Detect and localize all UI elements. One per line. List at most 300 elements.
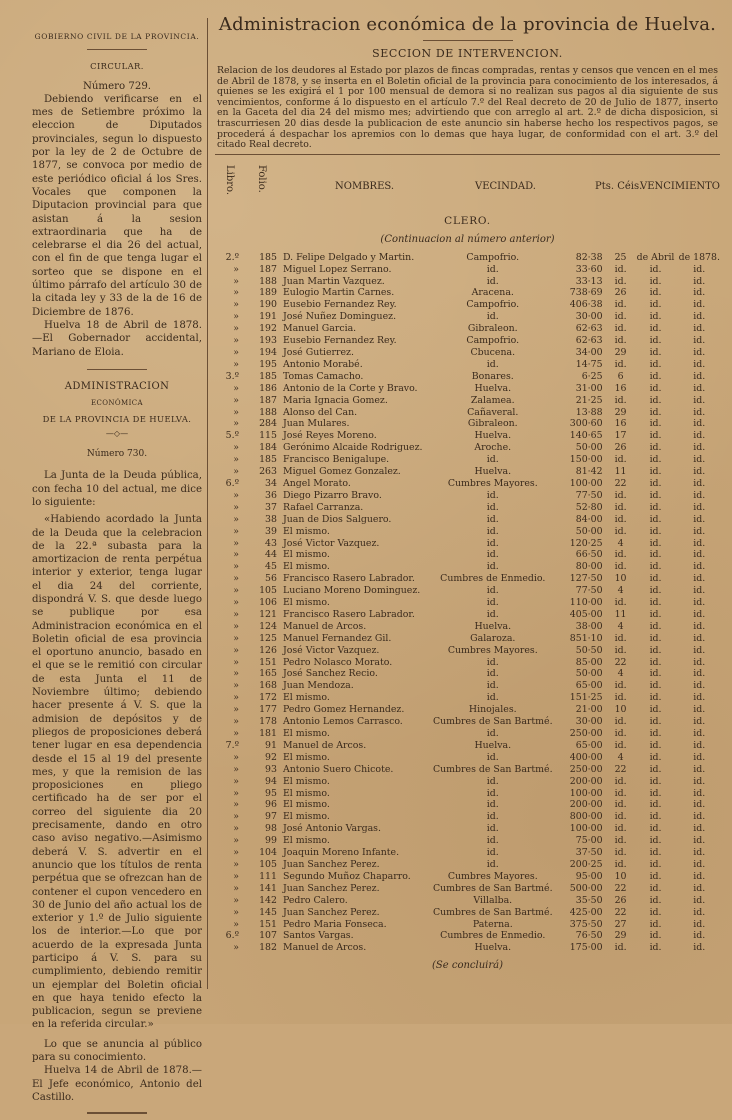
- cell-vecindad: id.: [486, 656, 499, 668]
- cell-amount: 95·00: [575, 870, 603, 882]
- cell-day: id.: [614, 787, 627, 799]
- cell-libro: »: [233, 537, 239, 549]
- cell-amount: 52·80: [575, 501, 603, 513]
- cell-folio: 38: [265, 513, 277, 525]
- cell-month: id.: [649, 311, 662, 323]
- cell-day: 10: [614, 704, 627, 716]
- title-rule: [423, 40, 513, 41]
- col-nombres: NOMBRES.: [335, 180, 395, 192]
- cell-year: id.: [693, 418, 706, 430]
- cell-libro: »: [233, 299, 239, 311]
- cell-month: id.: [649, 644, 662, 656]
- cell-amount: 6·25: [581, 370, 603, 382]
- cell-folio: 187: [259, 263, 277, 275]
- cell-libro: »: [233, 692, 239, 704]
- cell-vecindad: Campofrio.: [466, 335, 520, 347]
- cell-year: id.: [693, 323, 706, 335]
- cell-folio: 126: [259, 644, 277, 656]
- cell-day: 16: [614, 418, 627, 430]
- col-libro: Libro.: [224, 164, 235, 195]
- cell-year: id.: [693, 358, 706, 370]
- cell-year: id.: [693, 442, 706, 454]
- cell-month: id.: [649, 704, 662, 716]
- cell-month: id.: [649, 847, 662, 859]
- cell-year: id.: [693, 406, 706, 418]
- cell-folio: 121: [259, 608, 277, 620]
- cell-year: id.: [693, 394, 706, 406]
- cell-month: id.: [649, 751, 662, 763]
- junta-signature: Huelva 14 de Abril de 1878.— El Jefe económico, Antonio del Castillo.: [32, 1065, 202, 1103]
- cell-day: 4: [617, 620, 624, 632]
- number-729: Número 729.: [82, 80, 152, 92]
- cell-name: Manuel Garcia.: [282, 323, 357, 335]
- cell-day: id.: [614, 692, 627, 704]
- cell-libro: »: [233, 525, 239, 537]
- table-row: [215, 645, 720, 657]
- cell-name: Segundo Muñoz Chaparro.: [282, 870, 411, 882]
- table-row: [215, 823, 720, 835]
- table-row: [215, 847, 720, 859]
- cell-amount: 140·65: [569, 430, 603, 442]
- cell-day: id.: [614, 942, 627, 954]
- cell-name: Eusebio Fernandez Rey.: [282, 299, 397, 311]
- cell-vecindad: id.: [486, 537, 499, 549]
- cell-year: id.: [693, 668, 706, 680]
- cell-amount: 738·69: [569, 287, 603, 299]
- cell-amount: 30·00: [575, 311, 603, 323]
- cell-month: id.: [649, 418, 662, 430]
- cell-libro: »: [233, 513, 239, 525]
- cell-libro: »: [233, 823, 239, 835]
- cell-day: 6: [617, 370, 624, 382]
- cell-day: 4: [617, 668, 624, 680]
- cell-vecindad: Huelva.: [474, 430, 512, 442]
- cell-day: 29: [614, 406, 627, 418]
- cell-amount: 77·50: [575, 489, 603, 501]
- table-row: [215, 799, 720, 811]
- cell-year: id.: [693, 775, 706, 787]
- cell-month: id.: [649, 716, 662, 728]
- cell-vecindad: Campofrio.: [466, 251, 520, 263]
- cell-vecindad: Villalba.: [473, 894, 513, 906]
- cell-folio: 192: [259, 323, 277, 335]
- cell-vecindad: id.: [486, 513, 499, 525]
- cell-vecindad: id.: [486, 501, 499, 513]
- cell-vecindad: id.: [486, 561, 499, 573]
- col-vencimiento: VENCIMIENTO: [640, 180, 720, 192]
- cell-day: id.: [614, 728, 627, 739]
- cell-year: id.: [693, 275, 706, 287]
- cell-amount: 65·00: [575, 739, 603, 751]
- cell-month: id.: [649, 656, 662, 668]
- table-row: [215, 811, 720, 823]
- cell-libro: »: [233, 728, 239, 739]
- cell-folio: 39: [265, 525, 277, 537]
- cell-day: id.: [614, 835, 627, 847]
- cell-vecindad: id.: [486, 811, 499, 823]
- cell-month: id.: [649, 728, 662, 739]
- cell-vecindad: id.: [486, 525, 499, 537]
- cell-folio: 91: [265, 739, 277, 751]
- cell-vecindad: id.: [486, 275, 499, 287]
- cell-year: id.: [693, 692, 706, 704]
- table-header: [215, 161, 720, 213]
- cell-month: id.: [649, 870, 662, 882]
- cell-day: id.: [614, 799, 627, 811]
- cell-folio: 37: [265, 501, 277, 513]
- table-row: [215, 514, 720, 526]
- cell-libro: »: [233, 418, 239, 430]
- cell-name: Juan Sanchez Perez.: [282, 858, 380, 870]
- cell-folio: 105: [259, 585, 277, 597]
- cell-libro: »: [233, 799, 239, 811]
- cell-day: 27: [614, 918, 627, 930]
- cell-libro: »: [233, 918, 239, 930]
- cell-amount: 406·38: [569, 299, 603, 311]
- cell-year: id.: [693, 918, 706, 930]
- cell-folio: 43: [265, 537, 277, 549]
- cell-libro: »: [233, 787, 239, 799]
- cell-amount: 150·00: [569, 454, 603, 466]
- cell-libro: »: [233, 894, 239, 906]
- cell-month: id.: [649, 775, 662, 787]
- table-row: [215, 287, 720, 299]
- cell-amount: 800·00: [569, 811, 603, 823]
- cell-month: id.: [649, 549, 662, 561]
- cell-month: id.: [649, 585, 662, 597]
- cell-day: 10: [614, 573, 627, 585]
- cell-libro: »: [233, 811, 239, 823]
- cell-month: id.: [649, 692, 662, 704]
- cell-amount: 120·25: [569, 537, 603, 549]
- table-row: [215, 728, 720, 740]
- cell-year: id.: [693, 466, 706, 478]
- cell-vecindad: Cumbres Mayores.: [447, 477, 538, 489]
- cell-amount: 33·60: [575, 263, 603, 275]
- table-row: [215, 883, 720, 895]
- cell-year: id.: [693, 501, 706, 513]
- cell-vecindad: id.: [486, 549, 499, 561]
- cell-name: José Victor Vazquez.: [282, 537, 380, 549]
- cell-folio: 188: [259, 406, 277, 418]
- cell-vecindad: id.: [486, 823, 499, 835]
- cell-month: id.: [649, 561, 662, 573]
- cell-vecindad: id.: [486, 608, 499, 620]
- cell-libro: »: [233, 311, 239, 323]
- cell-day: 22: [614, 882, 627, 894]
- cell-vecindad: id.: [486, 692, 499, 704]
- cell-vecindad: id.: [486, 358, 499, 370]
- cell-amount: 80·00: [575, 561, 603, 573]
- cell-name: Juan Martin Vazquez.: [282, 275, 385, 287]
- table-row: [215, 478, 720, 490]
- cell-vecindad: Cumbres de San Bartmé.: [432, 763, 553, 775]
- cell-month: id.: [649, 263, 662, 275]
- cell-vecindad: id.: [486, 668, 499, 680]
- cell-month: id.: [649, 573, 662, 585]
- cell-amount: 76·50: [575, 930, 603, 942]
- cell-folio: 34: [265, 477, 277, 489]
- cell-folio: 172: [259, 692, 277, 704]
- cell-name: Juan Sanchez Perez.: [282, 882, 380, 894]
- cell-vecindad: id.: [486, 847, 499, 859]
- cell-name: Santos Vargas.: [282, 930, 354, 942]
- cell-libro: »: [233, 585, 239, 597]
- cell-day: 22: [614, 763, 627, 775]
- cell-name: Maria Ignacia Gomez.: [282, 394, 388, 406]
- cell-libro: »: [233, 763, 239, 775]
- cell-day: id.: [614, 525, 627, 537]
- cell-amount: 300·60: [569, 418, 603, 430]
- cell-folio: 284: [259, 418, 277, 430]
- cell-month: id.: [649, 930, 662, 942]
- cell-amount: 62·63: [575, 323, 603, 335]
- cell-year: id.: [693, 704, 706, 716]
- cell-libro: 6.º: [225, 930, 239, 942]
- cell-year: id.: [693, 739, 706, 751]
- cell-libro: »: [233, 489, 239, 501]
- table-row: [215, 633, 720, 645]
- cell-year: id.: [693, 799, 706, 811]
- cell-name: Miguel Gomez Gonzalez.: [282, 466, 401, 478]
- cell-libro: »: [233, 716, 239, 728]
- cell-month: id.: [649, 275, 662, 287]
- cell-name: José Nuñez Dominguez.: [282, 311, 397, 323]
- cell-day: 22: [614, 906, 627, 918]
- cell-folio: 141: [259, 882, 277, 894]
- cell-year: id.: [693, 513, 706, 525]
- cell-day: id.: [614, 549, 627, 561]
- cell-name: El mismo.: [282, 597, 330, 609]
- circular-label: CIRCULAR.: [90, 61, 144, 72]
- cell-day: 4: [617, 537, 624, 549]
- cell-folio: 36: [265, 489, 277, 501]
- cell-libro: »: [233, 656, 239, 668]
- cell-day: 4: [617, 751, 624, 763]
- cell-folio: 168: [259, 680, 277, 692]
- cell-libro: »: [233, 323, 239, 335]
- table-row: [215, 740, 720, 752]
- cell-folio: 191: [259, 311, 277, 323]
- cell-amount: 75·00: [575, 835, 603, 847]
- public-notice: Lo que se anuncia al público para su conocimiento.: [32, 1038, 202, 1064]
- cell-month: id.: [649, 477, 662, 489]
- table-row: [215, 407, 720, 419]
- cell-name: El mismo.: [282, 525, 330, 537]
- cell-libro: 3.º: [225, 370, 239, 382]
- table-row: [215, 704, 720, 716]
- cell-year: id.: [693, 680, 706, 692]
- table-row: [215, 383, 720, 395]
- cell-day: id.: [614, 299, 627, 311]
- cell-vecindad: Cumbres de Enmedio.: [440, 930, 546, 942]
- cell-libro: »: [233, 835, 239, 847]
- cell-day: id.: [614, 394, 627, 406]
- cell-year: id.: [693, 311, 706, 323]
- cell-name: El mismo.: [282, 799, 330, 811]
- table-row: [215, 371, 720, 383]
- cell-name: Antonio de la Corte y Bravo.: [282, 382, 418, 394]
- cell-year: id.: [693, 942, 706, 954]
- table-row: [215, 764, 720, 776]
- table-row: [215, 264, 720, 276]
- cell-year: id.: [693, 263, 706, 275]
- table-row: [215, 776, 720, 788]
- table-row: [215, 323, 720, 335]
- cell-day: 29: [614, 930, 627, 942]
- cell-name: Eulogio Martin Carnes.: [282, 287, 395, 299]
- cell-year: id.: [693, 763, 706, 775]
- cell-vecindad: Cumbres de San Bartmé.: [432, 882, 553, 894]
- table-row: [215, 442, 720, 454]
- cell-month: id.: [649, 466, 662, 478]
- cell-day: id.: [614, 739, 627, 751]
- cell-day: id.: [614, 323, 627, 335]
- cell-folio: 177: [259, 704, 277, 716]
- table-row: [215, 895, 720, 907]
- cell-day: 10: [614, 870, 627, 882]
- cell-vecindad: id.: [486, 858, 499, 870]
- cell-year: id.: [693, 299, 706, 311]
- table-row: [215, 657, 720, 669]
- cell-amount: 66·50: [575, 549, 603, 561]
- cell-folio: 95: [265, 787, 277, 799]
- cell-year: id.: [693, 477, 706, 489]
- section-subtitle: SECCION DE INTERVENCION.: [372, 47, 563, 60]
- cell-month: id.: [649, 323, 662, 335]
- cell-month: id.: [649, 597, 662, 609]
- cell-amount: 50·00: [575, 525, 603, 537]
- cell-name: El mismo.: [282, 787, 330, 799]
- cell-day: 11: [614, 608, 627, 620]
- cell-amount: 100·00: [569, 787, 603, 799]
- cell-name: Gerónimo Alcaide Rodriguez.: [282, 442, 423, 454]
- cell-vecindad: Huelva.: [474, 382, 512, 394]
- cell-day: id.: [614, 847, 627, 859]
- cell-libro: »: [233, 382, 239, 394]
- cell-year: id.: [693, 847, 706, 859]
- cell-month: id.: [649, 513, 662, 525]
- cell-month: id.: [649, 347, 662, 358]
- cell-folio: 44: [265, 549, 277, 561]
- cell-libro: »: [233, 347, 239, 358]
- cell-libro: »: [233, 847, 239, 859]
- cell-day: id.: [614, 335, 627, 347]
- cell-year: id.: [693, 585, 706, 597]
- cell-year: id.: [693, 870, 706, 882]
- cell-vecindad: Gibraleon.: [467, 323, 518, 335]
- divider: [87, 1112, 147, 1114]
- cell-amount: 375·50: [569, 918, 603, 930]
- cell-libro: 2.º: [225, 251, 239, 263]
- cell-amount: 500·00: [569, 882, 603, 894]
- cell-name: El mismo.: [282, 561, 330, 573]
- cell-name: Juan Mulares.: [282, 418, 350, 430]
- table-row: [215, 716, 720, 728]
- cell-folio: 189: [259, 287, 277, 299]
- cell-name: El mismo.: [282, 728, 330, 739]
- cell-amount: 14·75: [575, 358, 603, 370]
- table-row: [215, 788, 720, 800]
- cell-libro: »: [233, 882, 239, 894]
- cell-folio: 185: [259, 454, 277, 466]
- col-vecindad: VECINDAD.: [475, 180, 536, 192]
- cell-name: José Gutierrez.: [282, 347, 354, 358]
- cell-folio: 151: [259, 656, 277, 668]
- cell-name: Pedro Maria Fonseca.: [282, 918, 387, 930]
- cell-day: id.: [614, 501, 627, 513]
- cell-folio: 107: [259, 930, 277, 942]
- cell-folio: 104: [259, 847, 277, 859]
- table-row: [215, 692, 720, 704]
- cell-day: id.: [614, 632, 627, 644]
- cell-year: id.: [693, 430, 706, 442]
- cell-month: id.: [649, 739, 662, 751]
- cell-month: id.: [649, 799, 662, 811]
- gov-header: GOBIERNO CIVIL DE LA PROVINCIA.: [34, 32, 200, 41]
- cell-vecindad: id.: [486, 799, 499, 811]
- column-divider: [207, 18, 208, 989]
- cell-month: id.: [649, 454, 662, 466]
- circular-paragraph: Debiendo verificarse en el mes de Setiembre próximo la eleccion de Diputados provinciales, segun lo dispuesto por la ley de 2 de Octubre de 1877, se convoca por medio de este periódico oficial á los Sres. Vocales que componen la Diputacion provincial para que asistan á la sesion extraordinaria que ha de celebrarse el dia 26 del actual, con el fin de que tenga lugar el sorteo que se dispone en el último párrafo del artículo 30 de la citada ley y 33 de la de 16 de Diciembre de 1876.: [32, 93, 202, 318]
- cell-name: El mismo.: [282, 835, 330, 847]
- cell-vecindad: Cumbres de Enmedio.: [440, 573, 546, 585]
- cell-day: id.: [614, 358, 627, 370]
- cell-year: id.: [693, 573, 706, 585]
- divider: [87, 49, 147, 50]
- cell-day: 22: [614, 656, 627, 668]
- cell-year: id.: [693, 894, 706, 906]
- table-row: [215, 609, 720, 621]
- cell-month: id.: [649, 299, 662, 311]
- cell-name: Francisco Rasero Labrador.: [282, 608, 415, 620]
- table-row: [215, 621, 720, 633]
- cell-month: id.: [649, 442, 662, 454]
- cell-folio: 56: [265, 573, 277, 585]
- cell-day: id.: [614, 561, 627, 573]
- cell-day: id.: [614, 513, 627, 525]
- cell-name: D. Felipe Delgado y Martin.: [282, 251, 415, 263]
- cell-year: id.: [693, 561, 706, 573]
- cell-vecindad: id.: [486, 835, 499, 847]
- cell-libro: 7.º: [225, 739, 239, 751]
- table-row: [215, 276, 720, 288]
- number-730: Número 730.: [86, 449, 148, 460]
- cell-year: id.: [693, 811, 706, 823]
- cell-amount: 33·13: [575, 275, 603, 287]
- cell-folio: 99: [265, 835, 277, 847]
- cell-name: Manuel Fernandez Gil.: [282, 632, 392, 644]
- cell-folio: 195: [259, 358, 277, 370]
- table-row: [215, 942, 720, 954]
- cell-folio: 105: [259, 858, 277, 870]
- intro-paragraph: Relacion de los deudores al Estado por plazos de fincas compradas, rentas y censos que vencen en el mes de Abril de 1878, y se inserta en el Boletin oficial de la provincia para conocimiento de los interesados, á quienes se les exigirá el 1 por 100 mensual de demora si no realizan sus pagos al dia siguiente de sus vencimientos, conforme á lo dispuesto en el artículo 7.º del Real decreto de 20 de Julio de 1877, inserto en la Gaceta del dia 24 del mismo mes; advirtiendo que con arreglo al art. 2.º de dicha disposicion, si trascurriesen 20 dias desde la publicacion de este anuncio sin haberse hecho los respectivos pagos, se procederá á despachar los apremios con lo demas que haya lugar, de conformidad con el art. 3.º del citado Real decreto.: [217, 65, 718, 151]
- col-pts: Pts. Céis.: [595, 180, 643, 192]
- cell-amount: 425·00: [569, 906, 603, 918]
- cell-vecindad: Zalamea.: [470, 394, 515, 406]
- table-row: [215, 907, 720, 919]
- cell-libro: »: [233, 704, 239, 716]
- cell-month: id.: [649, 608, 662, 620]
- cell-name: Rafael Carranza.: [282, 501, 364, 513]
- cell-month: id.: [649, 942, 662, 954]
- table-row: [215, 585, 720, 597]
- cell-month: id.: [649, 501, 662, 513]
- cell-year: id.: [693, 454, 706, 466]
- cell-folio: 92: [265, 751, 277, 763]
- cell-vecindad: Bonares.: [471, 370, 514, 382]
- cell-vecindad: Aroche.: [474, 442, 512, 454]
